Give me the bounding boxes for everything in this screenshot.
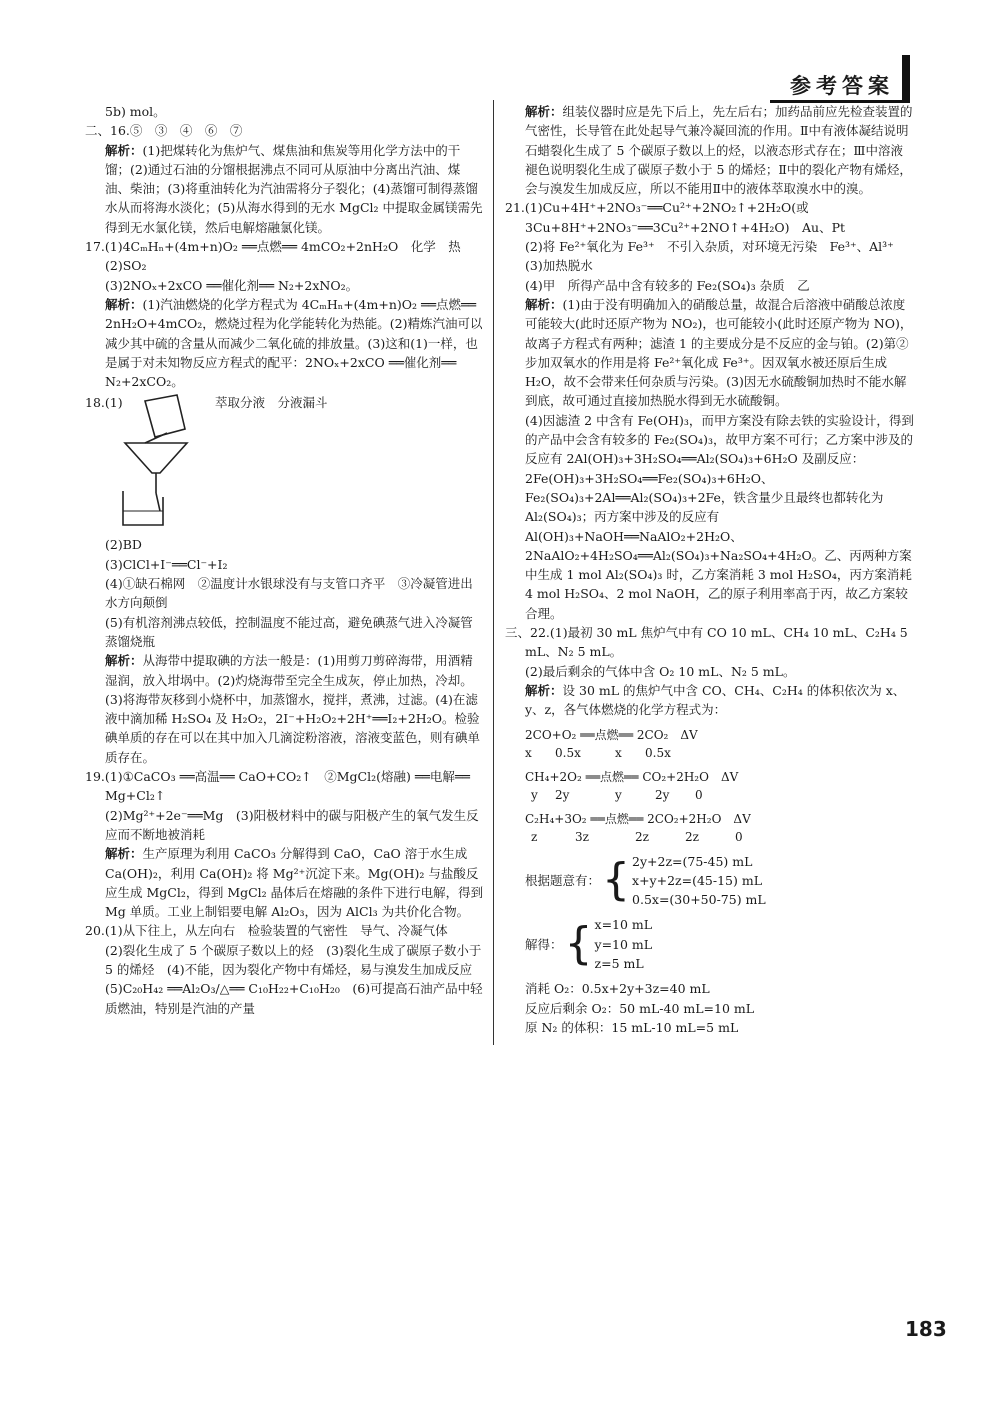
answer-20-1: 20.(1)从下往上，从左向右 检验装置的气密性 导气、冷凝气体	[85, 923, 448, 939]
coef: 0	[695, 787, 703, 802]
answer-18-1-number: 18.(1)	[85, 395, 123, 411]
analysis-label: 解析：	[525, 104, 563, 119]
equation-c2h4	[505, 810, 915, 846]
analysis-label: 解析：	[525, 682, 563, 698]
section-2-q16: 二、16.⑤ ③ ④ ⑥ ⑦	[85, 123, 243, 139]
analysis-21: 解析：(1)由于没有明确加入的硝酸总量，故混合后溶液中硝酸总浓度可能较大(此时还原产物为 NO₂)，也可能较小(此时还原产物为 NO)，故离子方程式有两种；滤渣 1 的主要成分是不反应的金与铂。(2)第②步加双氧水的作用是将 Fe²⁺氧化成 Fe³⁺。因双氧水被还原后生成 H₂O，故不会带来任何杂质与污染。(3)因无水硫酸铜加热时不能水解到底，故可通过直接加热脱水得到无水硫酸铜。	[525, 296, 913, 409]
solution-x: x=10 mL	[594, 917, 653, 933]
funnel-apparatus-icon	[115, 393, 225, 533]
analysis-label: 解析：	[105, 296, 143, 312]
answer-21-2: (2)将 Fe²⁺氧化为 Fe³⁺ 不引入杂质，对环境无污染 Fe³⁺、Al³⁺	[525, 239, 894, 255]
answer-17-3: (3)2NOₓ+2xCO ══催化剂══ N₂+2xNO₂。	[105, 277, 359, 293]
analysis-label: 解析：	[105, 653, 143, 669]
page-number: 183	[905, 1317, 947, 1341]
solution-label: 解得：	[525, 936, 563, 952]
coef: 2y	[655, 787, 670, 802]
answer-19-2: (2)Mg²⁺+2e⁻══Mg (3)阳极材料中的碳与阳极产生的氧气发生反应而不断地被消耗	[105, 807, 479, 842]
equation-ch4-text: CH₄+2O₂ ══点燃══ CO₂+2H₂O ΔV	[525, 769, 739, 784]
separatory-funnel-figure	[85, 393, 485, 533]
equation-ch4-coefficients	[525, 786, 915, 804]
coef: z	[531, 829, 538, 844]
analysis-19: 解析：生产原理为利用 CaCO₃ 分解得到 CaO，CaO 溶于水生成 Ca(OH)₂，利用 Ca(OH)₂ 将 Mg²⁺沉淀下来。Mg(OH)₂ 与盐酸反应生成 MgCl₂，得到 MgCl₂ 晶体后在熔融的条件下进行电解，得到 Mg 单质。工业上制铝要电解 Al₂O₃，因为 AlCl₃ 为共价化合物。	[105, 846, 484, 920]
equation-system	[505, 852, 915, 910]
analysis-16: 解析：(1)把煤转化为焦炉气、煤焦油和焦炭等用化学方法中的干馏；(2)通过石油的分馏根据沸点不同可从原油中分离出汽油、煤油、柴油；(3)将重油转化为汽油需将分子裂化；(4)蒸馏可制得蒸馏水从而将海水淡化；(5)从海水得到的无水 MgCl₂ 中提取金属镁需先得到无水氯化镁，然后电解熔融氯化镁。	[105, 142, 483, 235]
analysis-label: 解析：	[525, 296, 563, 312]
coef: 0	[735, 829, 743, 844]
answer-18-2: (2)BD	[105, 537, 142, 553]
solution-system	[505, 915, 915, 973]
o2-consumed: 消耗 O₂：0.5x+2y+3z=40 mL	[525, 981, 710, 997]
analysis-21-4: (4)因滤渣 2 中含有 Fe(OH)₃，而甲方案没有除去铁的实验设计，得到的产品中会含有较多的 Fe₂(SO₄)₃，故甲方案不可行；乙方案中涉及的反应有 2Al(OH)₃+3H₂SO₄══Al₂(SO₄)₃+6H₂O 及副反应：2Fe(OH)₃+3H₂SO₄══Fe₂(SO₄)₃+6H₂O、Fe₂(SO₄)₃+2Al══Al₂(SO₄)₃+2Fe，铁含量少且最终也都转化为 Al₂(SO₄)₃；丙方案中涉及的反应有 Al(OH)₃+NaOH══NaAlO₂+2H₂O、2NaAlO₂+4H₂SO₄══Al₂(SO₄)₃+Na₂SO₄+4H₂O。乙、丙两种方案中生成 1 mol Al₂(SO₄)₃ 时，乙方案消耗 3 mol H₂SO₄，丙方案消耗 4 mol H₂SO₄、2 mol NaOH，乙的原子利用率高于丙，故乙方案较合理。	[525, 412, 914, 621]
left-column	[85, 102, 485, 1018]
brace-icon: {	[564, 918, 593, 970]
n2-volume: 原 N₂ 的体积：15 mL-10 mL=5 mL	[525, 1019, 739, 1035]
answer-19-1: 19.(1)①CaCO₃ ══高温══ CaO+CO₂↑ ②MgCl₂(熔融) ══电解══ Mg+Cl₂↑	[85, 769, 470, 804]
answer-21-4: (4)甲 所得产品中含有较多的 Fe₂(SO₄)₃ 杂质 乙	[525, 277, 810, 293]
equation-c2h4-text: C₂H₄+3O₂ ══点燃══ 2CO₂+2H₂O ΔV	[525, 811, 751, 826]
system-eq-3: 0.5x=(30+50-75) mL	[632, 892, 766, 908]
equation-c2h4-coefficients	[525, 828, 915, 846]
coef: y	[531, 787, 538, 802]
solution-z: z=5 mL	[594, 955, 644, 971]
coef: 0.5x	[555, 745, 581, 760]
coef: 2z	[685, 829, 699, 844]
answer-18-4: (4)①缺石棉网 ②温度计水银球没有与支管口齐平 ③冷凝管进出水方向颠倒	[105, 576, 473, 611]
answer-line: 5b) mol。	[105, 104, 166, 119]
page-header-title: 参考答案	[790, 74, 894, 98]
coef: 0.5x	[645, 745, 671, 760]
answer-18-5: (5)有机溶剂沸点较低，控制温度不能过高，避免碘蒸气进入冷凝管 蒸馏烧瓶	[105, 614, 486, 649]
equation-ch4	[505, 768, 915, 804]
coef: x	[615, 745, 622, 760]
coef: x	[525, 745, 532, 760]
answer-22-2: (2)最后剩余的气体中含 O₂ 10 mL、N₂ 5 mL。	[525, 663, 796, 679]
coef: y	[615, 787, 622, 802]
equation-co-text: 2CO+O₂ ══点燃══ 2CO₂ ΔV	[525, 727, 698, 742]
analysis-18: 解析：从海带中提取碘的方法一般是：(1)用剪刀剪碎海带，用酒精湿润，放入坩埚中。(2)灼烧海带至完全生成灰，停止加热，冷却。(3)将海带灰移到小烧杯中，加蒸馏水，搅拌，煮沸，过滤。(4)在滤液中滴加稀 H₂SO₄ 及 H₂O₂，2I⁻+H₂O₂+2H⁺══I₂+2H₂O。检验碘单质的存在可以在其中加入几滴淀粉溶液，溶液变蓝色，则有碘单质存在。	[105, 653, 481, 765]
equation-co-coefficients	[525, 744, 915, 762]
answer-21-1: 21.(1)Cu+4H⁺+2NO₃⁻══Cu²⁺+2NO₂↑+2H₂O(或 3Cu+8H⁺+2NO₃⁻══3Cu²⁺+2NO↑+4H₂O) Au、Pt	[505, 200, 846, 235]
coef: 2z	[635, 829, 649, 844]
analysis-label: 解析：	[105, 846, 143, 862]
answer-18-3: (3)ClCl+I⁻══Cl⁻+I₂	[105, 556, 228, 572]
answer-17-1: 17.(1)4CₘHₙ+(4m+n)O₂ ══点燃══ 4mCO₂+2nH₂O 化学 热 (2)SO₂	[85, 239, 474, 274]
answer-22-1: 三、22.(1)最初 30 mL 焦炉气中有 CO 10 mL、CH₄ 10 mL、C₂H₄ 5 mL、N₂ 5 mL。	[505, 625, 908, 660]
system-eq-1: 2y+2z=(75-45) mL	[632, 853, 753, 869]
analysis-17: 解析：(1)汽油燃烧的化学方程式为 4CₘHₙ+(4m+n)O₂ ══点燃══ 2nH₂O+4mCO₂，燃烧过程为化学能转化为热能。(2)精炼汽油可以减少其中硫的含量从而减少二氧化硫的排放量。(3)这和(1)一样，也是属于对未知物反应方程式的配平：2NOₓ+2xCO ══催化剂══ N₂+2xCO₂。	[105, 296, 483, 390]
column-divider	[493, 100, 494, 1045]
answer-21-3: (3)加热脱水	[525, 258, 593, 274]
answer-18-1-text: 萃取分液 分液漏斗	[215, 395, 328, 411]
analysis-22: 解析：设 30 mL 的焦炉气中含 CO、CH₄、C₂H₄ 的体积依次为 x、y、z，各气体燃烧的化学方程式为：	[525, 682, 906, 718]
solution-y: y=10 mL	[594, 936, 653, 952]
system-label: 根据题意有：	[525, 872, 601, 888]
answer-20-2: (2)裂化生成了 5 个碳原子数以上的烃 (3)裂化生成了碳原子数小于 5 的烯烃 (4)不能，因为裂化产物中有烯烃，易与溴发生加成反应 (5)C₂₀H₄₂ ══Al₂O₃/△══ C₁₀H₂₂+C₁₀H₂₀ (6)可提高石油产品中轻质燃油，特别是汽油的产量	[105, 942, 485, 1016]
analysis-20: 解析：组装仪器时应是先下后上，先左后右；加药品前应先检查装置的气密性，长导管在此处起导气兼冷凝回流的作用。Ⅱ中有液体凝结说明石蜡裂化生成了 5 个碳原子数以上的烃，以液态形式存在；Ⅲ中溶液褪色说明裂化生成了碳原子数小于 5 的烯烃；Ⅱ中的裂化产物有烯烃，会与溴发生加成反应，所以不能用Ⅱ中的液体萃取溴水中的溴。	[525, 104, 913, 197]
header-bar	[902, 55, 910, 100]
coef: 2y	[555, 787, 570, 802]
brace-icon: {	[602, 854, 631, 906]
system-eq-2: x+y+2z=(45-15) mL	[632, 872, 763, 888]
equation-co	[505, 726, 915, 762]
coef: 3z	[575, 829, 589, 844]
analysis-label: 解析：	[105, 142, 143, 158]
o2-remaining: 反应后剩余 O₂：50 mL-40 mL=10 mL	[525, 1000, 755, 1016]
right-column	[505, 102, 915, 1037]
